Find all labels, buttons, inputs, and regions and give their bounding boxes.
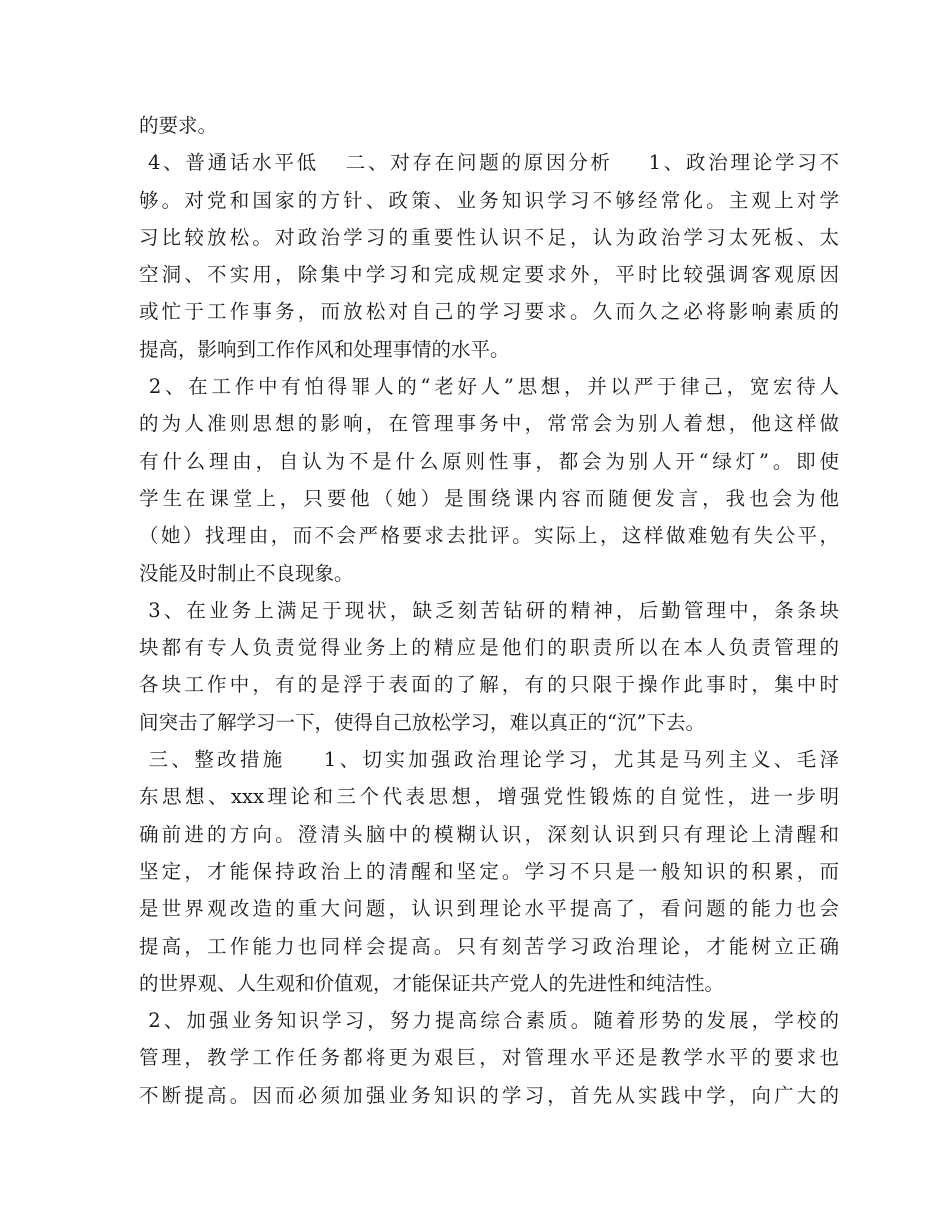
text-line: 2、在工作中有怕得罪人的“老好人”思想，并以严于律己，宽宏待人: [139, 375, 839, 399]
text-line: 的为人准则思想的影响，在管理事务中，常常会为别人着想，他这样做: [139, 412, 839, 436]
text-line: 三、整改措施 1、切实加强政治理论学习，尤其是马列主义、毛泽: [139, 748, 839, 772]
text-line: 习比较放松。对政治学习的重要性认识不足，认为政治学习太死板、太: [139, 225, 839, 249]
text-line: 的要求。: [139, 114, 218, 137]
text-line: 是世界观改造的重大问题，认识到理论水平提高了，看问题的能力也会: [139, 897, 839, 921]
text-line: 坚定，才能保持政治上的清醒和坚定。学习不只是一般知识的积累，而: [139, 859, 839, 883]
text-line: 各块工作中，有的是浮于表面的了解，有的只限于操作此事时，集中时: [139, 673, 839, 697]
text-line: 或忙于工作事务，而放松对自己的学习要求。久而久之必将影响素质的: [139, 300, 839, 324]
text-line: 的世界观、人生观和价值观，才能保证共产党人的先进性和纯洁性。: [139, 971, 725, 995]
text-line: 不断提高。因而必须加强业务知识的学习，首先从实践中学，向广大的: [139, 1083, 839, 1107]
text-line: 学生在课堂上，只要他（她）是围绕课内容而随便发言，我也会为他: [139, 486, 839, 510]
text-line: 4、普通话水平低 二、对存在问题的原因分析 1、政治理论学习不: [139, 151, 839, 175]
text-line: 3、在业务上满足于现状，缺乏刻苦钻研的精神，后勤管理中，条条块: [139, 598, 839, 622]
text-line: 没能及时制止不良现象。: [139, 561, 354, 585]
text-line: 管理，教学工作任务都将更为艰巨，对管理水平还是教学水平的要求也: [139, 1046, 839, 1070]
document-body: [139, 107, 839, 1114]
text-line: 块都有专人负责觉得业务上的精应是他们的职责所以在本人负责管理的: [139, 636, 839, 660]
text-line: 东思想、xxx理论和三个代表思想，增强党性锻炼的自觉性，进一步明: [139, 785, 839, 809]
text-line: （她）找理由，而不会严格要求去批评。实际上，这样做难勉有失公平，: [139, 524, 839, 548]
text-line: 空洞、不实用，除集中学习和完成规定要求外，平时比较强调客观原因: [139, 263, 839, 287]
text-line: 确前进的方向。澄清头脑中的模糊认识，深刻认识到只有理论上清醒和: [139, 822, 839, 846]
text-line: 够。对党和国家的方针、政策、业务知识学习不够经常化。主观上对学: [139, 188, 839, 212]
text-line: 提高，工作能力也同样会提高。只有刻苦学习政治理论，才能树立正确: [139, 934, 839, 958]
text-line: 有什么理由，自认为不是什么原则性事，都会为别人开“绿灯”。即使: [139, 449, 839, 473]
text-line: 2、加强业务知识学习，努力提高综合素质。随着形势的发展，学校的: [139, 1009, 839, 1033]
text-line: 间突击了解学习一下，使得自己放松学习，难以真正的“沉”下去。: [139, 710, 705, 734]
text-line: 提高，影响到工作作风和处理事情的水平。: [139, 337, 510, 361]
